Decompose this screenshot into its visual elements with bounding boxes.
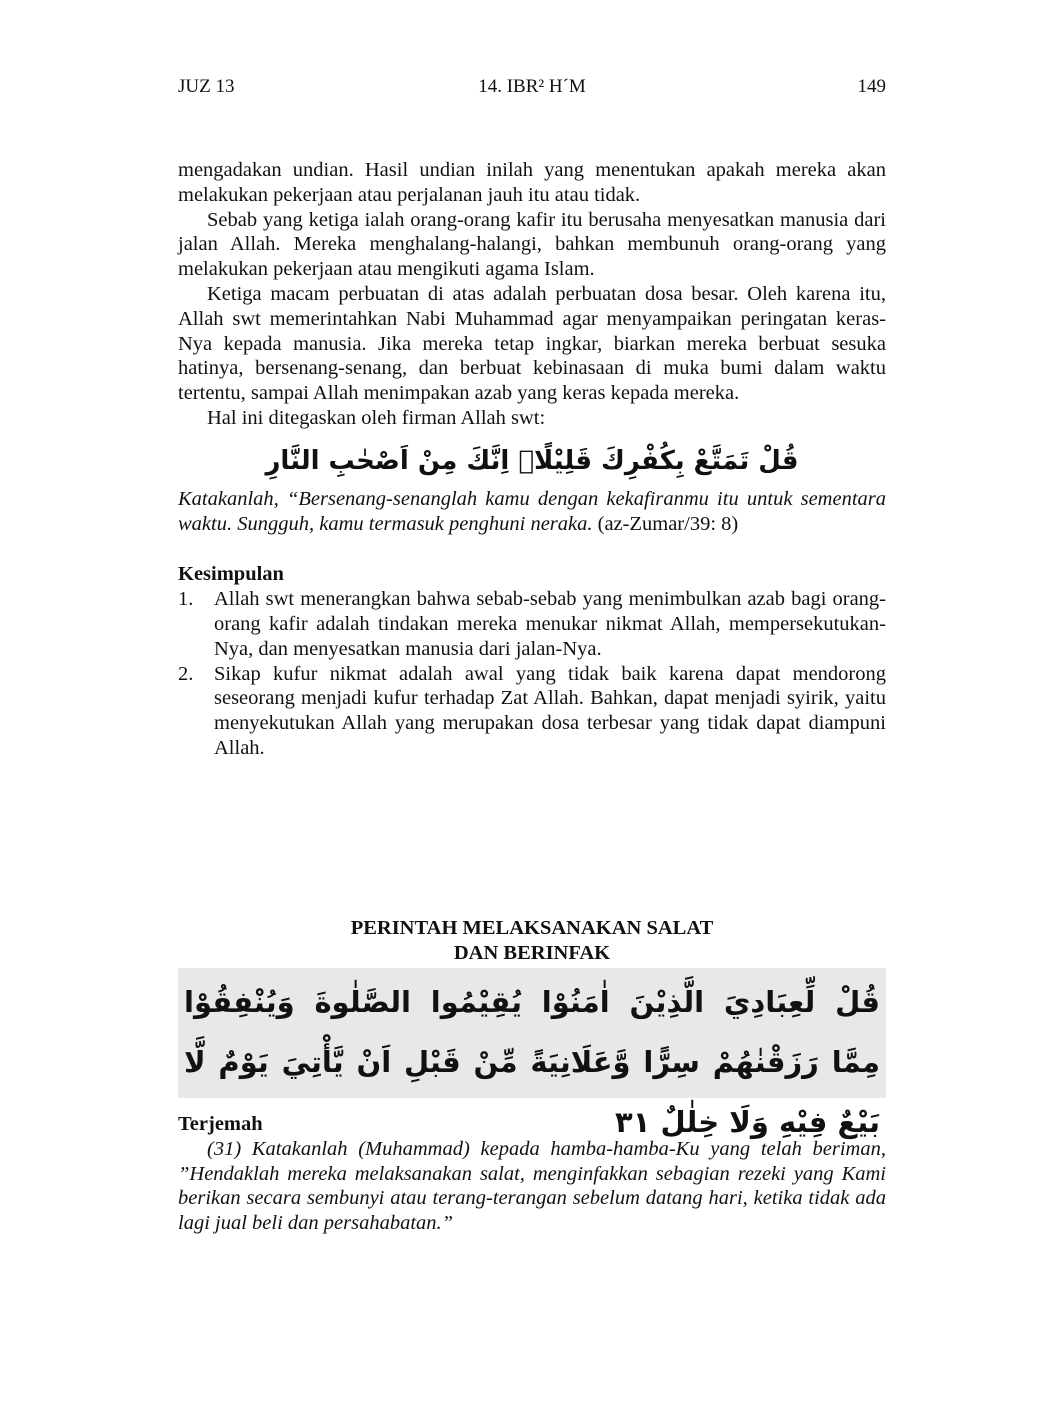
list-item-number: 2. — [178, 662, 194, 685]
verse-reference: (az-Zumar/39: 8) — [597, 512, 739, 535]
paragraph-4: Hal ini ditegaskan oleh firman Allah swt: — [207, 406, 546, 429]
terjemah-text: (31) Katakanlah (Muhammad) kepada hamba-hamba-Ku yang telah beriman, ”Hendaklah mereka melaksanakan salat, menginfakkan sebagian rezeki yang Kami berikan secara sembunyi atau terang-terangan sebelum datang hari, ketika tidak ada lagi jual beli dan persahabatan.” — [178, 1137, 886, 1235]
paragraph-1: mengadakan undian. Hasil undian inilah yang menentukan apakah mereka akan melakukan pekerjaan atau perjalanan jauh itu atau tidak. — [178, 159, 886, 206]
section-title-line-1: PERINTAH MELAKSANAKAN SALAT — [350, 917, 714, 939]
section-title — [178, 916, 886, 966]
page-header — [178, 76, 886, 102]
terjemah-section — [178, 1112, 886, 1236]
verse-translation — [178, 487, 886, 537]
list-item-text: Allah swt menerangkan bahwa sebab-sebab yang menimbulkan azab bagi orang-orang kafir adalah tindakan mereka menukar nikmat Allah, mempersekutukan-Nya, dan menyesatkan manusia dari jalan-Nya. — [214, 588, 886, 660]
list-item-number: 1. — [178, 588, 194, 611]
list-item — [178, 662, 886, 761]
juz-label: JUZ 13 — [178, 76, 235, 97]
section-title-line-2: DAN BERINFAK — [453, 942, 611, 964]
chapter-title: 14. IBR² H´M — [478, 76, 586, 97]
body-text — [178, 158, 886, 761]
page-number: 149 — [857, 76, 886, 97]
kesimpulan-list — [178, 587, 886, 761]
translation-text: Katakanlah, “Bersenang-senanglah kamu dengan kekafiranmu itu untuk sementara waktu. Sungguh, kamu termasuk penghuni neraka. — [178, 487, 886, 535]
list-item — [178, 587, 886, 661]
kesimpulan-heading: Kesimpulan — [178, 563, 284, 586]
paragraph-3: Ketiga macam perbuatan di atas adalah perbuatan dosa besar. Oleh karena itu, Allah swt memerintahkan Nabi Muhammad agar menyampaikan peringatan keras-Nya kepada manusia. Jika mereka tetap ingkar, biarkan mereka berbuat sesuka hatinya, bersenang-senang, dan berbuat kebinasaan di muka bumi dalam waktu tertentu, sampai Allah menimpakan azab yang keras kepada mereka. — [178, 282, 886, 405]
terjemah-heading: Terjemah — [178, 1113, 263, 1135]
arabic-verse-ibrahim-31: قُلْ لِّعِبَادِيَ الَّذِيْنَ اٰمَنُوْا يُقِيْمُوا الصَّلٰوةَ وَيُنْفِقُوْا مِمَّا رَزَقْنٰهُمْ سِرًّا وَّعَلَانِيَةً مِّنْ قَبْلِ اَنْ يَّأْتِيَ يَوْمٌ لَّا بَيْعٌ فِيْهِ وَلَا خِلٰلٌ ٣١ — [178, 968, 886, 1098]
paragraph-2: Sebab yang ketiga ialah orang-orang kafir itu berusaha menyesatkan manusia dari jalan Allah. Mereka menghalang-halangi, bahkan membunuh orang-orang yang melakukan pekerjaan atau mengikuti agama Islam. — [178, 208, 886, 281]
list-item-text: Sikap kufur nikmat adalah awal yang tidak baik karena dapat mendorong seseorang menjadi kufur terhadap Zat Allah. Bahkan, dapat menjadi syirik, yaitu menyekutukan Allah yang merupakan dosa terbesar yang tidak dapat diampuni Allah. — [214, 662, 886, 759]
arabic-verse-zumar: قُلْ تَمَتَّعْ بِكُفْرِكَ قَلِيْلًاۖ اِنَّكَ مِنْ اَصْحٰبِ النَّارِ — [265, 445, 799, 476]
